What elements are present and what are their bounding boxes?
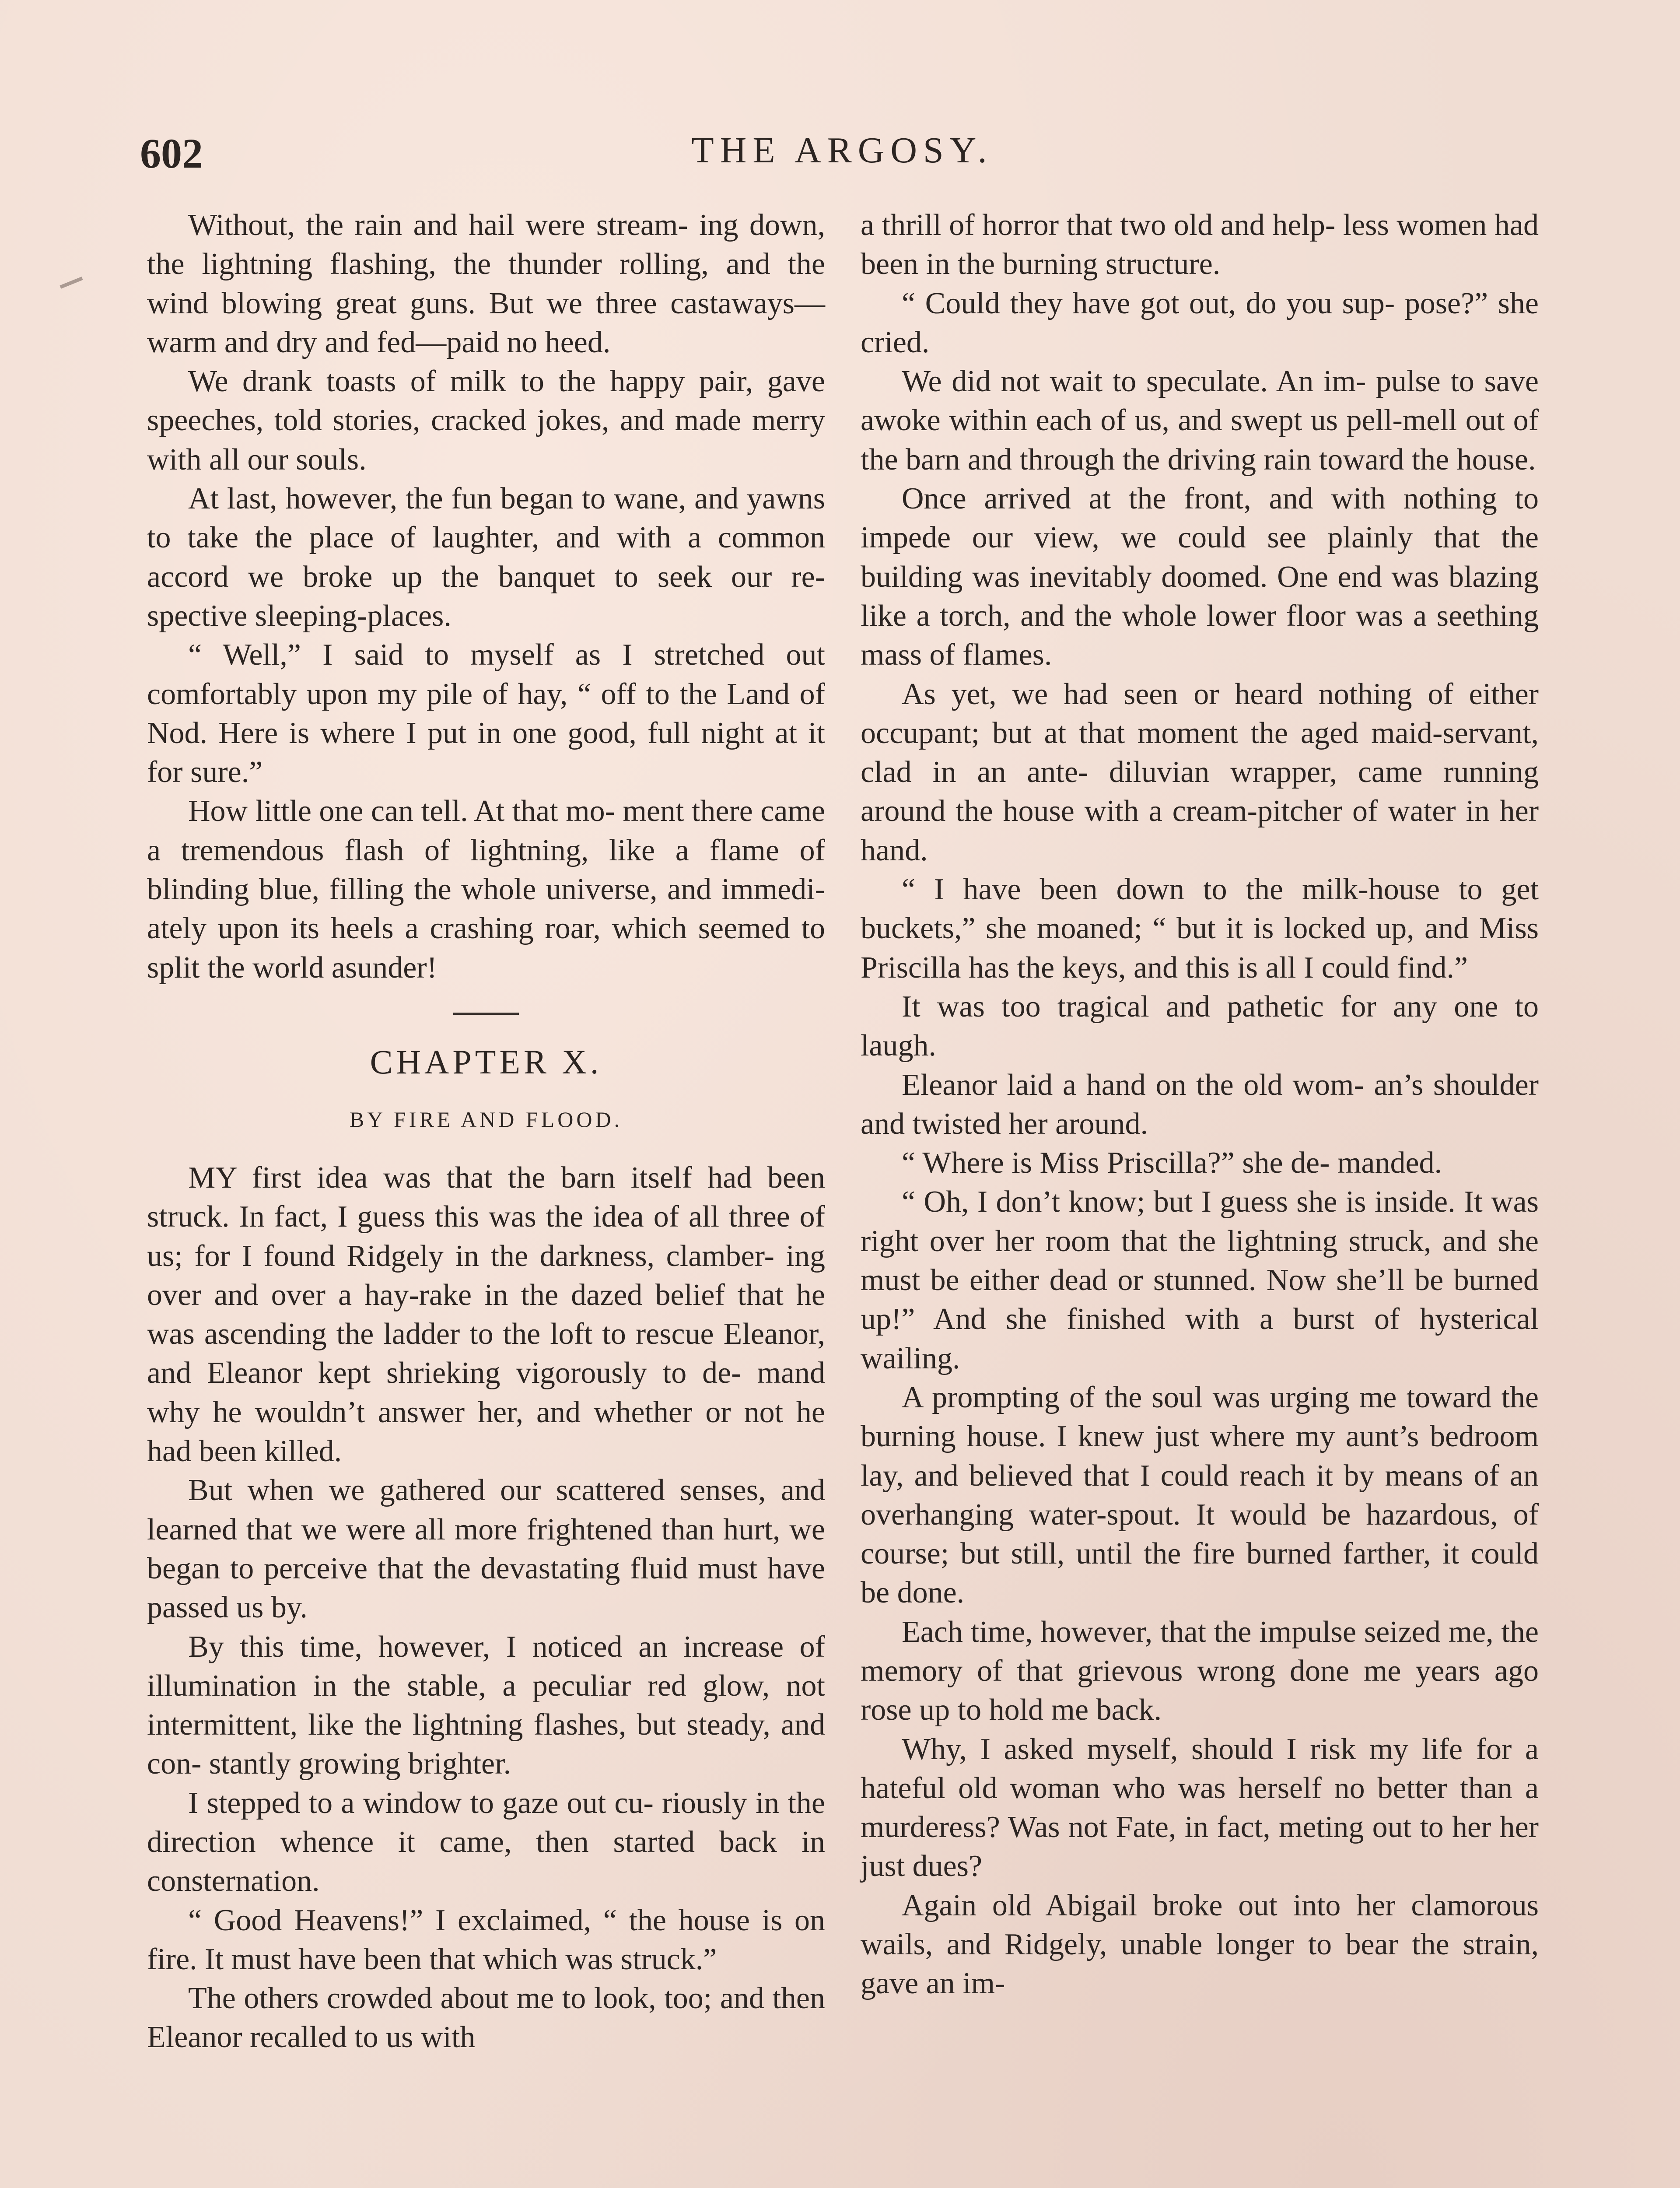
chapter-subtitle: BY FIRE AND FLOOD.: [349, 1107, 623, 1132]
paragraph: “ Could they have got out, do you sup- pose?” she cried.: [861, 286, 1539, 359]
paragraph: Without, the rain and hail were stream- ing down, the lightning flashing, the thunder rolling, and the wind blowing great guns. But we three castaways— warm and dry and fed—paid no heed.: [147, 208, 825, 359]
paragraph: How little one can tell. At that mo- ment there came a tremendous flash of lightning, like a flame of blinding blue, filling the whole universe, and immedi- ately upon its heels a crashing roar, which seemed to split the world asunder!: [147, 794, 825, 985]
paragraph: As yet, we had seen or heard nothing of either occupant; but at that moment the aged maid-servant, clad in an ante- diluvian wrapper, came running around the house with a cream-pitcher of water in her hand.: [861, 677, 1539, 867]
paragraph: It was too tragical and pathetic for any one to laugh.: [861, 989, 1539, 1063]
paragraph: At last, however, the fun began to wane, and yawns to take the place of laughter, and with a common accord we broke up the banquet to seek our re- spective sleeping-places.: [147, 482, 825, 633]
paragraph: But when we gathered our scattered senses, and learned that we were all more frightened than hurt, we began to perceive that the devastating fluid must have passed us by.: [147, 1473, 825, 1625]
paragraph: We drank toasts of milk to the happy pair, gave speeches, told stories, cracked jokes, and made merry with all our souls.: [147, 365, 825, 477]
paragraph: Again old Abigail broke out into her clamorous wails, and Ridgely, unable longer to bear the strain, gave an im-: [861, 1888, 1539, 2001]
paragraph: MY first idea was that the barn itself had been struck. In fact, I guess this was the idea of all three of us; for I found Ridgely in the darkness, clamber- ing over and over a hay-rake in the dazed belief that he was ascending the ladder to the loft to rescue Eleanor, and Eleanor kept shrieking vigorously to de- mand why he wouldn’t answer her, and whether or not he had been killed.: [147, 1161, 825, 1469]
paragraph: We did not wait to speculate. An im- pulse to save awoke within each of us, and swept us pell-mell out of the barn and through the driving rain toward the house.: [861, 365, 1539, 477]
paragraph: “ Oh, I don’t know; but I guess she is inside. It was right over her room that the lightning struck, and she must be either dead or stunned. Now she’ll be burned up!” And she finished with a burst of hysterical wailing.: [861, 1185, 1539, 1375]
paragraph: I stepped to a window to gaze out cu- riously in the direction whence it came, then started back in consternation.: [147, 1786, 825, 1898]
paragraph: “ Where is Miss Priscilla?” she de- manded.: [902, 1146, 1442, 1180]
paragraph: A prompting of the soul was urging me toward the burning house. I knew just where my aunt’s bedroom lay, and believed that I could reach it by means of an overhanging water-spout. It would be hazardous, of course; but still, until the fire burned farther, it could be done.: [861, 1380, 1539, 1610]
chapter-title: CHAPTER X.: [370, 1042, 602, 1081]
paragraph: By this time, however, I noticed an increase of illumination in the stable, a peculiar red glow, not intermittent, like the lightning flashes, but steady, and con- stantly growing brighter.: [147, 1630, 825, 1781]
paragraph: “ Good Heavens!” I exclaimed, “ the house is on fire. It must have been that which was struck.”: [147, 1903, 825, 1976]
paragraph: Eleanor laid a hand on the old wom- an’s shoulder and twisted her around.: [861, 1068, 1539, 1141]
left-column: [147, 206, 825, 2057]
running-title: THE ARGOSY.: [691, 130, 993, 171]
section-divider: [453, 1013, 519, 1015]
paragraph: Why, I asked myself, should I risk my life for a hateful old woman who was herself no better than a murderess? Was not Fate, in fact, meting out to her her just dues?: [861, 1732, 1539, 1883]
paragraph: Each time, however, that the impulse seized me, the memory of that grievous wrong done me years ago rose up to hold me back.: [861, 1615, 1539, 1727]
paragraph: “ Well,” I said to myself as I stretched out comfortably upon my pile of hay, “ off to the Land of Nod. Here is where I put in one good, full night at it for sure.”: [147, 638, 825, 789]
paragraph: “ I have been down to the milk-house to get buckets,” she moaned; “ but it is locked up, and Miss Priscilla has the keys, and this is all I could find.”: [861, 873, 1539, 985]
page-header: [140, 129, 1544, 190]
paragraph: Once arrived at the front, and with nothing to impede our view, we could see plainly that the building was inevitably doomed. One end was blazing like a torch, and the whole lower floor was a seething mass of flames.: [861, 482, 1539, 672]
paragraph: a thrill of horror that two old and help- less women had been in the burning structure.: [861, 208, 1539, 281]
paragraph: The others crowded about me to look, too; and then Eleanor recalled to us with: [147, 1981, 825, 2055]
page-number: 602: [140, 130, 203, 177]
right-column: [861, 206, 1539, 2003]
